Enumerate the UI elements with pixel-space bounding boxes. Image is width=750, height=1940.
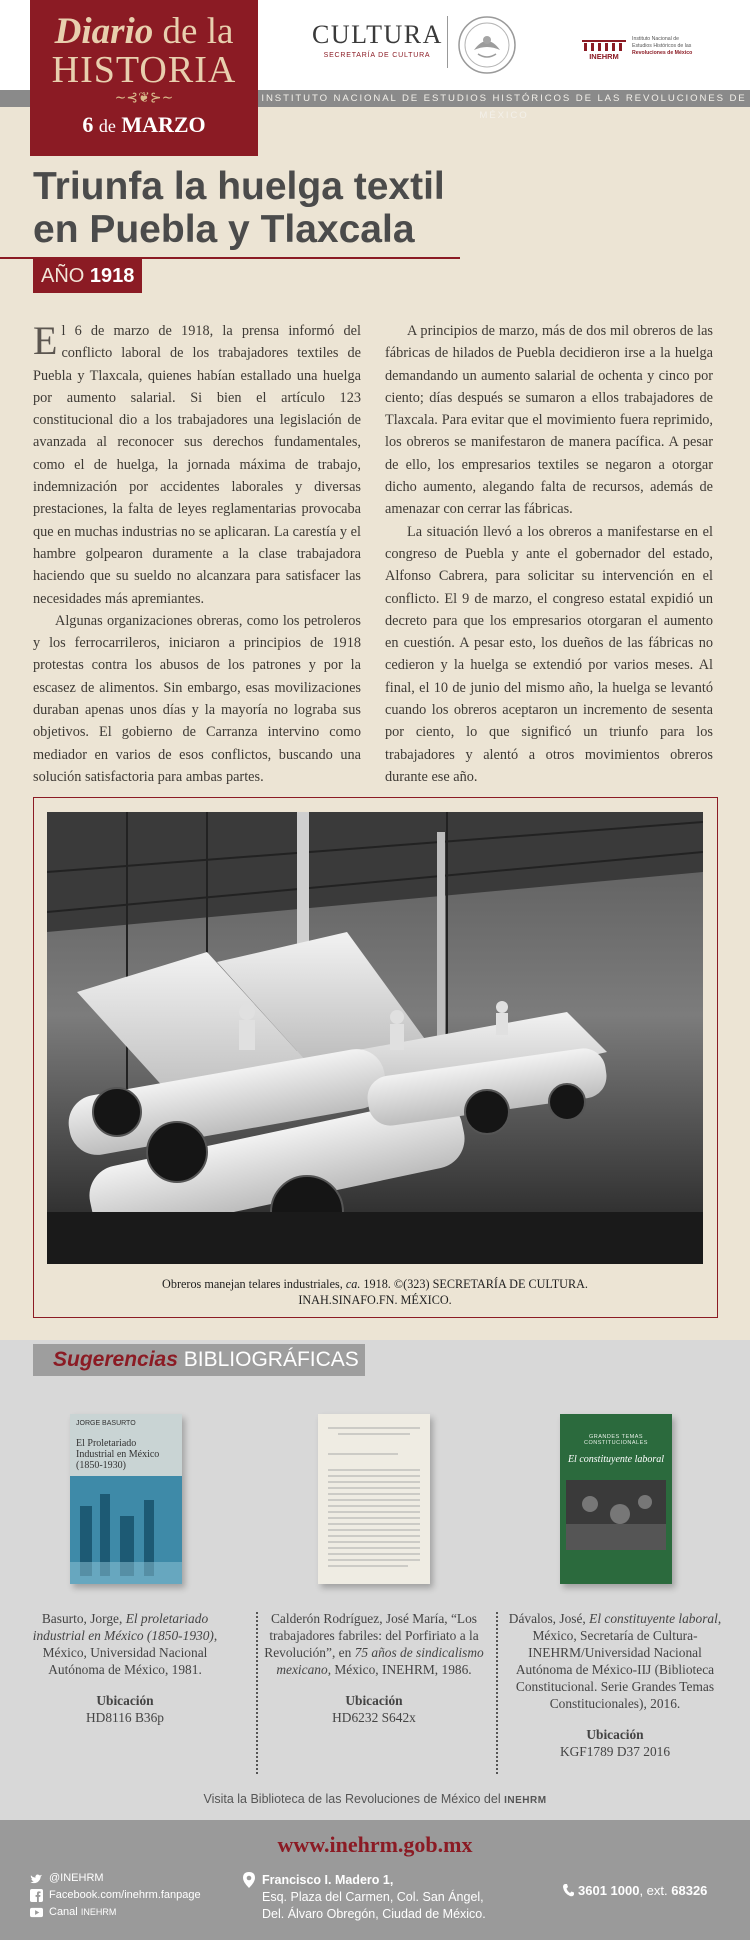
phone-icon bbox=[563, 1884, 574, 1897]
visit-library-note: Visita la Biblioteca de las Revoluciones de México del INEHRM bbox=[203, 1792, 547, 1806]
column-divider bbox=[496, 1612, 498, 1774]
cultura-logo-name: CULTURA bbox=[312, 20, 443, 49]
book-cover-series: GRANDES TEMAS CONSTITUCIONALES bbox=[584, 1434, 648, 1446]
paragraph: A principios de marzo, más de dos mil obreros de las fábricas de hilados de Puebla decidieron irse a la huelga demandando un aumento salarial de ochenta y cinco por ciento; días después se sumaron a ellos trabajadores de Tlaxcala. Para evitar que el movimiento fuera reprimido, los obreros se manifestaron de manera pacífica. A pesar de ello, los empresarios textiles se negaron a otorgar dicho aumento, alegando falta de recursos, además de amenazar con cerrar las fábricas. bbox=[385, 323, 713, 518]
column-divider bbox=[256, 1612, 258, 1774]
photo-illustration bbox=[47, 812, 703, 1264]
article-column-left bbox=[33, 320, 361, 788]
facebook-link[interactable]: Facebook.com/inehrm.fanpage bbox=[30, 1887, 201, 1904]
location-label: Ubicación bbox=[586, 1727, 644, 1742]
twitter-link[interactable]: @INEHRM bbox=[30, 1870, 201, 1887]
paragraph: La situación llevó a los obreros a manifestarse en el congreso de Puebla y ante el gobernador del estado, Alfonso Cabrera, para solicitar su intervención en el conflicto. El 9 de marzo, el congreso estatal expidió un decreto para que los empresarios otorgaran el aumento en cuestión. A pesar esto, los dueños de las fábricas no cedieron y la huelga se extendió por varios meses. Al final, el 10 de junio del mismo año, la huelga se levantó cuando los obreros aceptaron un incremento de sesenta por ciento, lo que significó un triunfo para los trabajadores y alentó a otros movimientos obreros durante ese año. bbox=[385, 523, 713, 785]
website-link[interactable]: www.inehrm.gob.mx bbox=[277, 1832, 473, 1857]
inehrm-building-icon bbox=[580, 34, 628, 60]
article-column-right bbox=[385, 320, 713, 788]
inehrm-logo[interactable] bbox=[580, 34, 700, 62]
caption-line1: Obreros manejan telares industriales, ca. 1918. ©(323) SECRETARÍA DE CULTURA. bbox=[162, 1277, 588, 1291]
location-label: Ubicación bbox=[96, 1693, 154, 1708]
call-number: HD8116 B36p bbox=[86, 1710, 164, 1725]
diario-historia-badge bbox=[30, 0, 258, 156]
textile-factory-photo bbox=[47, 812, 703, 1264]
social-links bbox=[30, 1870, 201, 1921]
inehrm-acronym: INEHRM bbox=[589, 52, 619, 60]
book-cover-author: JORGE BASURTO bbox=[76, 1420, 136, 1427]
book-cover-art bbox=[560, 1474, 672, 1584]
book-cover-davalos[interactable] bbox=[560, 1414, 672, 1584]
paragraph: Algunas organizaciones obreras, como los petroleros y los ferrocarrileros, iniciaron a principios de 1918 protestas contra los abusos de los patrones y por la escasez de alimentos. Sin embargo, esas movilizaciones duraban apenas unos días y la mayoría no lograba sus objetivos. El gobierno de Carranza intervino como mediador en varios de esos conflictos, buscando una solución satisfactoria para ambas partes. bbox=[33, 612, 361, 785]
paragraph: El 6 de marzo de 1918, la prensa informó del conflicto laboral de los trabajadores textiles de Puebla y Tlaxcala, quienes habían estallado una huelga por aumento salarial. Si bien el artículo 123 constitucional dio a los trabajadores una legislación de avanzada al reconocer sus derechos fundamentales, como el de huelga, la jornada máxima de trabajo, indemnización por accidentes laborales y diversas prestaciones, la falta de leyes reglamentarias provocaba que en muchas industrias no se aplicaran. La carestía y el hambre golpearon duramente a la clase trabajadora haciendo que su sueldo no alcanzara para satisfacer las necesidades más apremiantes. bbox=[33, 318, 361, 607]
twitter-icon bbox=[30, 1872, 43, 1885]
call-number: HD6232 S642x bbox=[332, 1710, 416, 1725]
cultura-logo-sub: SECRETARÍA DE CULTURA bbox=[323, 52, 431, 59]
suggestions-heading: Sugerencias BIBLIOGRÁFICAS bbox=[33, 1344, 365, 1376]
youtube-icon bbox=[30, 1906, 43, 1919]
bibliography-entry-2: Calderón Rodríguez, José María, “Los trabajadores fabriles: del Porfiriato a la Revolución”, en 75 años de sindicalismo mexicano, México, INEHRM, 1986. Ubicación HD6232 S642x bbox=[264, 1611, 484, 1725]
ornament-icon: ∼⊰❦⊱∼ bbox=[114, 91, 174, 106]
facebook-icon bbox=[30, 1889, 43, 1902]
inehrm-logo-text: Instituto Nacional de Estudios Históricos de las Revoluciones de México bbox=[632, 36, 693, 56]
youtube-link[interactable]: Canal INEHRM bbox=[30, 1904, 201, 1921]
bibliography-entry-1: Basurto, Jorge, El proletariado industrial en México (1850-1930), México, Universidad Nacional Autónoma de México, 1981. Ubicación HD8116 B36p bbox=[15, 1610, 235, 1726]
address-block: Francisco I. Madero 1, Esq. Plaza del Carmen, Col. San Ángel, Del. Álvaro Obregón, Ciudad de México. bbox=[262, 1873, 486, 1921]
bibliography-entry-3: Dávalos, José, El constituyente laboral, México, Secretaría de Cultura-INEHRM/Universidad Nacional Autónoma de México-IIJ (Biblioteca Constitucional. Serie Grandes Temas Constitucionales), 2016. Ubicación KGF1789 D37 2016 bbox=[505, 1610, 725, 1760]
national-seal-icon bbox=[456, 14, 518, 76]
badge-line1: Diario de la bbox=[54, 11, 234, 52]
institute-band: INSTITUTO NACIONAL DE ESTUDIOS HISTÓRICOS DE LAS REVOLUCIONES DE MÉXICO bbox=[258, 90, 750, 107]
book-cover-title: El constituyente laboral bbox=[567, 1454, 665, 1465]
photo-caption bbox=[100, 1276, 650, 1308]
badge-date: 6 de MARZO bbox=[82, 112, 206, 137]
book-cover-art bbox=[318, 1414, 430, 1584]
cultura-logo[interactable] bbox=[312, 20, 442, 59]
caption-line2: INAH.SINAFO.FN. MÉXICO. bbox=[298, 1293, 452, 1307]
call-number: KGF1789 D37 2016 bbox=[559, 1744, 671, 1759]
location-pin-icon bbox=[243, 1872, 255, 1888]
location-label: Ubicación bbox=[345, 1693, 403, 1708]
book-cover-basurto[interactable] bbox=[70, 1414, 182, 1584]
logo-divider bbox=[447, 16, 448, 68]
book-cover-title: El Proletariado Industrial en México (1850-1930) bbox=[76, 1438, 160, 1471]
article-title: Triunfa la huelga textil en Puebla y Tlaxcala bbox=[33, 165, 445, 251]
badge-line2: HISTORIA bbox=[51, 49, 237, 91]
year-badge: AÑO 1918 bbox=[33, 259, 142, 293]
drop-cap: E bbox=[33, 318, 58, 363]
book-cover-art bbox=[70, 1476, 182, 1584]
book-cover-calderon[interactable] bbox=[318, 1414, 430, 1584]
phone-number[interactable]: 3601 1000, ext. 68326 bbox=[563, 1883, 707, 1898]
